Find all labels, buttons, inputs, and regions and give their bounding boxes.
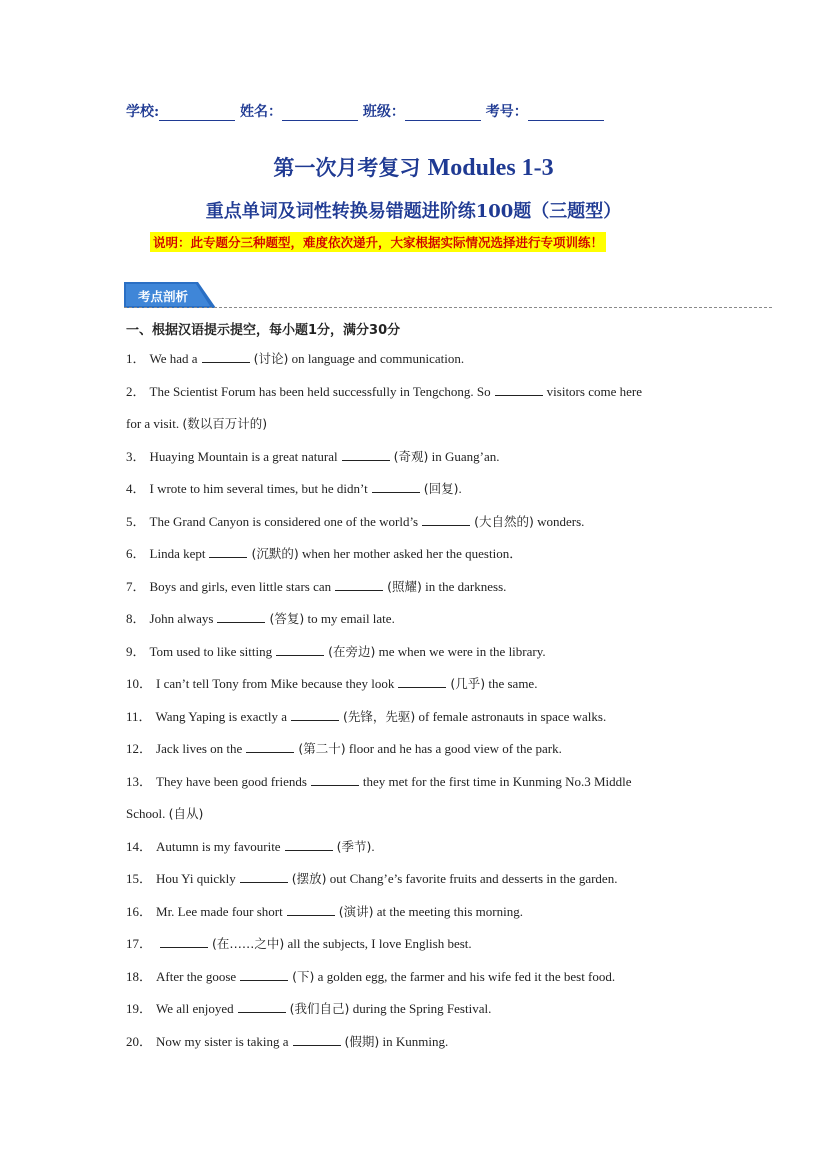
question-text-after: on language and communication. [288,351,465,366]
question-number: 8． [126,611,146,626]
answer-blank[interactable] [209,547,247,558]
answer-blank[interactable] [335,580,383,591]
question-text: Tom used to like sitting [149,643,273,659]
id-field[interactable] [528,106,604,121]
question-hint: (奇观) [393,448,429,464]
question-hint: (答复) [269,611,305,626]
question-text: The Scientist Forum has been held successfully in Tengchong. So [149,383,491,399]
question-hint: (沉默的) [251,546,299,561]
answer-blank[interactable] [422,515,470,526]
question-list [126,343,726,1058]
question-item [126,701,726,734]
question-hint: (先锋，先驱) [343,708,416,724]
question-hint: (假期) [344,1033,380,1049]
answer-blank[interactable] [160,937,208,948]
question-hint: (季节) [336,838,372,854]
question-text-after: when her mother asked her the question． [298,546,523,561]
question-item [126,831,726,864]
question-item [126,896,726,929]
answer-blank[interactable] [291,710,339,721]
divider [124,307,772,308]
class-field[interactable] [405,106,481,121]
instruction-note: 说明：此专题分三种题型，难度依次递升，大家根据实际情况选择进行专项训练！ [150,232,606,252]
title-cn: 第一次月考复习 [273,155,421,180]
question-item [126,961,726,994]
question-text: Boys and girls, even little stars can [149,578,332,594]
question-text: I can’t tell Tony from Mike because they look [156,676,395,691]
question-text-after: at the meeting this morning. [373,903,523,919]
question-text: for a visit. [126,416,180,431]
question-text-after: of female astronauts in space walks. [415,708,607,724]
question-text: Autumn is my favourite [156,838,281,854]
question-item [126,408,726,441]
question-text-after: all the subjects, I love English best. [284,936,472,951]
question-item [126,538,726,571]
question-hint: (讨论) [253,351,289,366]
question-hint: (自从) [168,806,204,821]
question-text-after: visitors come here [546,383,642,399]
question-number: 1． [126,351,146,366]
question-text-after: me when we were in the library. [375,643,546,659]
question-item [126,506,726,539]
question-text-after: wonders. [533,513,585,529]
tab-label: 考点剖析 [138,289,189,304]
question-text: After the goose [156,968,237,984]
question-item [126,668,726,701]
question-text-after: in Guang’an. [428,448,500,464]
question-text: School. [126,806,166,821]
question-item [126,603,726,636]
question-hint: (在旁边) [328,643,376,659]
section-tab [124,282,216,308]
question-number: 2． [126,383,146,399]
question-number: 12． [126,741,153,756]
question-hint: (照耀) [387,578,422,594]
page-subtitle: 重点单词及词性转换易错题进阶练100题（三题型） [205,201,622,222]
title-en: Modules 1-3 [427,155,554,181]
question-number: 6． [126,546,146,561]
question-item [126,1026,726,1059]
question-hint: (回复) [423,481,459,496]
question-number: 15． [126,871,153,886]
name-field[interactable] [282,106,358,121]
question-number: 7． [126,578,146,594]
question-item [126,798,726,831]
answer-blank[interactable] [293,1035,341,1046]
name-label: 姓名： [240,104,283,120]
question-number: 14． [126,838,153,854]
question-number: 3． [126,448,146,464]
answer-blank[interactable] [240,872,288,883]
question-text: They have been good friends [156,773,307,789]
question-text-after: the same. [485,676,538,691]
question-text-after: in Kunming. [379,1033,449,1049]
question-hint: (演讲) [338,903,374,919]
question-hint: (数以百万计的) [182,416,268,431]
question-item [126,993,726,1026]
question-item [126,766,726,799]
question-hint: (下) [292,968,315,984]
answer-blank[interactable] [311,775,359,786]
question-number: 4． [126,481,146,496]
answer-blank[interactable] [217,612,265,623]
question-number: 5． [126,513,146,529]
question-text: John always [149,611,214,626]
question-text-after: . [458,481,462,496]
answer-blank[interactable] [285,840,333,851]
question-item [126,571,726,604]
question-hint: (大自然的) [474,513,534,529]
question-number: 9． [126,643,146,659]
school-field[interactable] [159,106,235,121]
question-hint: (第二十) [298,741,346,756]
question-text: Mr. Lee made four short [156,903,283,919]
student-info-line [126,101,604,121]
question-hint: (几乎) [450,676,486,691]
question-text-after: a golden egg, the farmer and his wife fed it the best food. [314,968,616,984]
id-label: 考号： [485,104,528,120]
answer-blank[interactable] [246,742,294,753]
question-text-after: . [371,838,375,854]
question-text: We all enjoyed [156,1001,234,1016]
question-text: Hou Yi quickly [156,871,236,886]
class-label: 班级： [362,104,405,120]
question-number: 11． [126,708,152,724]
question-hint: (摆放) [291,871,327,886]
question-text-after: floor and he has a good view of the park. [345,741,562,756]
question-item [126,863,726,896]
question-text: Linda kept [149,546,206,561]
question-number: 19． [126,1001,153,1016]
question-number: 16． [126,903,153,919]
question-item [126,343,726,376]
question-item [126,733,726,766]
answer-blank[interactable] [202,352,250,363]
question-number: 17． [126,936,153,951]
question-text-after: out Chang’e’s favorite fruits and desserts in the garden. [326,871,618,886]
question-text: The Grand Canyon is considered one of the world’s [149,513,419,529]
question-number: 20． [126,1033,153,1049]
answer-blank[interactable] [238,1002,286,1013]
question-number: 18． [126,968,153,984]
question-text-after: they met for the first time in Kunming No.3 Middle [362,773,632,789]
page-title [0,152,827,182]
answer-blank[interactable] [276,645,324,656]
question-item [126,928,726,961]
question-item [126,376,726,409]
answer-blank[interactable] [240,970,288,981]
question-text-after: to my email late. [304,611,395,626]
question-item [126,473,726,506]
question-number: 10． [126,676,153,691]
answer-blank[interactable] [342,450,390,461]
question-number: 13． [126,773,153,789]
question-text: Wang Yaping is exactly a [155,708,287,724]
question-text: Huaying Mountain is a great natural [149,448,338,464]
school-label: 学校: [126,104,160,120]
question-text-after: in the darkness. [421,578,507,594]
question-item [126,441,726,474]
answer-blank[interactable] [495,385,543,396]
question-text-after: during the Spring Festival. [349,1001,492,1016]
section-title: 一、根据汉语提示提空，每小题1分，满分30分 [126,323,401,338]
question-text: Jack lives on the [156,741,243,756]
question-text: I wrote to him several times, but he didn’t [149,481,368,496]
question-text: We had a [149,351,198,366]
question-hint: (在……之中) [212,936,285,951]
answer-blank[interactable] [398,677,446,688]
answer-blank[interactable] [372,482,420,493]
answer-blank[interactable] [287,905,335,916]
question-item [126,636,726,669]
question-hint: (我们自己) [289,1001,350,1016]
question-text: Now my sister is taking a [156,1033,289,1049]
